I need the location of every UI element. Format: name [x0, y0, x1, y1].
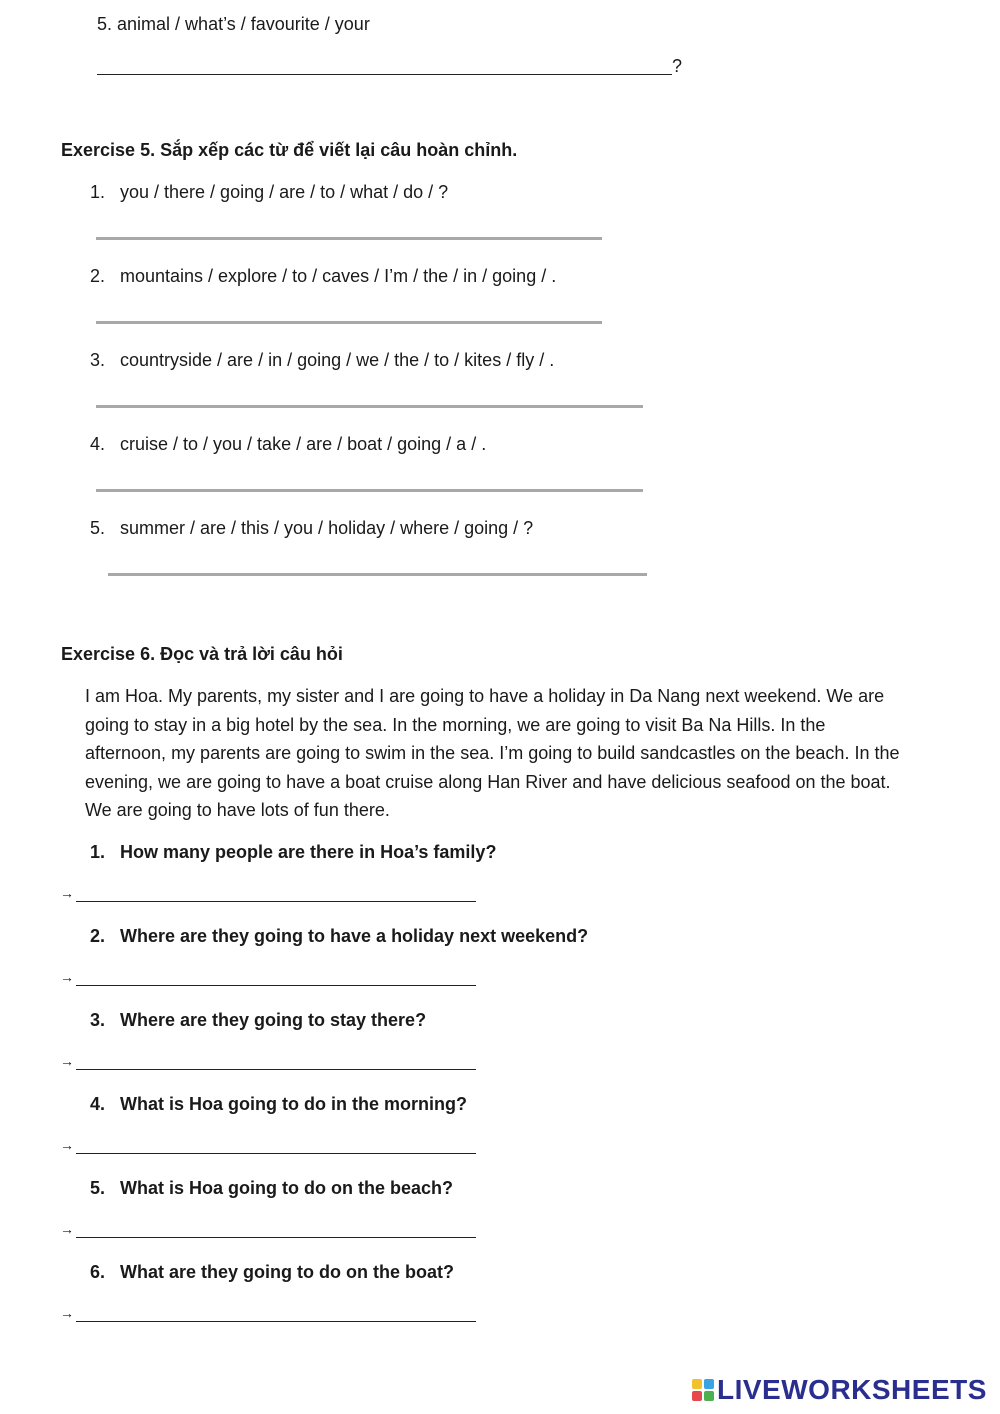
- ex6-question-2-text: Where are they going to have a holiday next weekend?: [120, 926, 589, 946]
- ex5-item-3-answer-input[interactable]: [96, 382, 642, 404]
- ex6-question-6-text: What are they going to do on the boat?: [120, 1262, 454, 1282]
- ex6-question-4-number: 4.: [90, 1094, 106, 1114]
- ex5-item-2: [90, 265, 556, 287]
- ex6-question-6: [90, 1261, 454, 1283]
- ex6-question-3-text: Where are they going to stay there?: [120, 1010, 427, 1030]
- ex6-answer-1-input[interactable]: [76, 878, 476, 900]
- ex5-item-1: [90, 181, 448, 203]
- ex5-item-5-answer-line: [108, 573, 647, 576]
- ex6-answer-3-line: [76, 1069, 476, 1070]
- ex5-item-3-number: 3.: [90, 350, 106, 370]
- ex4-item-5-answer-line: [97, 74, 672, 75]
- ex6-answer-6-line: [76, 1321, 476, 1322]
- ex5-item-4-answer-line: [96, 489, 643, 492]
- logo-mark-square: [692, 1391, 702, 1401]
- ex4-item-5-question-mark: ?: [672, 56, 683, 76]
- ex6-answer-2-line: [76, 985, 476, 986]
- ex6-answer-4-line: [76, 1153, 476, 1154]
- ex6-question-3: [90, 1009, 426, 1031]
- ex4-item-5-number: 5.: [97, 14, 113, 34]
- ex6-answer-5-input[interactable]: [76, 1214, 476, 1236]
- logo-mark-square: [692, 1379, 702, 1389]
- logo-mark-square: [704, 1391, 714, 1401]
- ex4-item-5-answer-input[interactable]: [97, 52, 672, 74]
- ex6-question-1-number: 1.: [90, 842, 106, 862]
- ex5-item-2-answer-line: [96, 321, 602, 324]
- ex5-item-3-prompt: countryside / are / in / going / we / the / to / kites / fly / .: [120, 350, 555, 370]
- arrow-icon: →: [60, 969, 74, 985]
- arrow-icon: →: [60, 1221, 74, 1237]
- ex5-item-1-number: 1.: [90, 182, 106, 202]
- ex5-item-5: [90, 517, 533, 539]
- ex6-answer-1-line: [76, 901, 476, 902]
- ex5-item-3: [90, 349, 554, 371]
- ex5-item-4-prompt: cruise / to / you / take / are / boat / going / a / .: [120, 434, 487, 454]
- ex6-title: Exercise 6. Đọc và trả lời câu hỏi: [61, 644, 343, 664]
- ex6-answer-5-line: [76, 1237, 476, 1238]
- ex6-passage: I am Hoa. My parents, my sister and I are going to have a holiday in Da Nang next weekend. We are going to stay in a big hotel by the sea. In the morning, we are going to visit Ba Na Hills. In the afternoon, my parents are going to swim in the sea. I’m going to build sandcastles on the beach. In the evening, we are going to have a boat cruise along Han River and have delicious seafood on the boat. We are going to have lots of fun there.: [85, 686, 900, 821]
- ex6-question-2-number: 2.: [90, 926, 106, 946]
- ex6-question-4-text: What is Hoa going to do in the morning?: [120, 1094, 467, 1114]
- ex6-answer-6-input[interactable]: [76, 1298, 476, 1320]
- ex5-item-4-number: 4.: [90, 434, 106, 454]
- ex6-question-1-text: How many people are there in Hoa’s family?: [120, 842, 497, 862]
- ex6-question-3-number: 3.: [90, 1010, 106, 1030]
- ex6-question-1: [90, 841, 496, 863]
- arrow-icon: →: [60, 885, 74, 901]
- ex6-answer-2-input[interactable]: [76, 962, 476, 984]
- ex6-answer-4-input[interactable]: [76, 1130, 476, 1152]
- ex5-item-2-answer-input[interactable]: [96, 298, 602, 320]
- ex6-answer-3-input[interactable]: [76, 1046, 476, 1068]
- ex5-item-2-prompt: mountains / explore / to / caves / I’m / the / in / going / .: [120, 266, 557, 286]
- ex5-item-5-answer-input[interactable]: [108, 550, 646, 572]
- ex6-question-4: [90, 1093, 467, 1115]
- ex5-item-2-number: 2.: [90, 266, 106, 286]
- ex6-question-5-text: What is Hoa going to do on the beach?: [120, 1178, 453, 1198]
- ex6-question-6-number: 6.: [90, 1262, 106, 1282]
- ex5-title: Exercise 5. Sắp xếp các từ để viết lại câu hoàn chỉnh.: [61, 140, 518, 160]
- ex6-question-5-number: 5.: [90, 1178, 106, 1198]
- ex4-item-5-prompt: animal / what’s / favourite / your: [117, 14, 370, 34]
- ex5-item-1-answer-line: [96, 237, 602, 240]
- ex5-item-5-number: 5.: [90, 518, 106, 538]
- logo-text: LIVEWORKSHEETS: [717, 1374, 987, 1405]
- logo-mark-square: [704, 1379, 714, 1389]
- arrow-icon: →: [60, 1305, 74, 1321]
- ex5-item-4-answer-input[interactable]: [96, 466, 642, 488]
- logo-mark-icon: [692, 1379, 714, 1401]
- ex5-item-1-prompt: you / there / going / are / to / what / do / ?: [120, 182, 449, 202]
- ex5-item-1-answer-input[interactable]: [96, 214, 602, 236]
- ex5-item-4: [90, 433, 486, 455]
- ex6-question-5: [90, 1177, 453, 1199]
- arrow-icon: →: [60, 1053, 74, 1069]
- liveworksheets-logo: [692, 1374, 987, 1406]
- ex6-question-2: [90, 925, 588, 947]
- ex5-item-3-answer-line: [96, 405, 643, 408]
- arrow-icon: →: [60, 1137, 74, 1153]
- ex4-item-5: [97, 13, 370, 35]
- ex5-item-5-prompt: summer / are / this / you / holiday / where / going / ?: [120, 518, 534, 538]
